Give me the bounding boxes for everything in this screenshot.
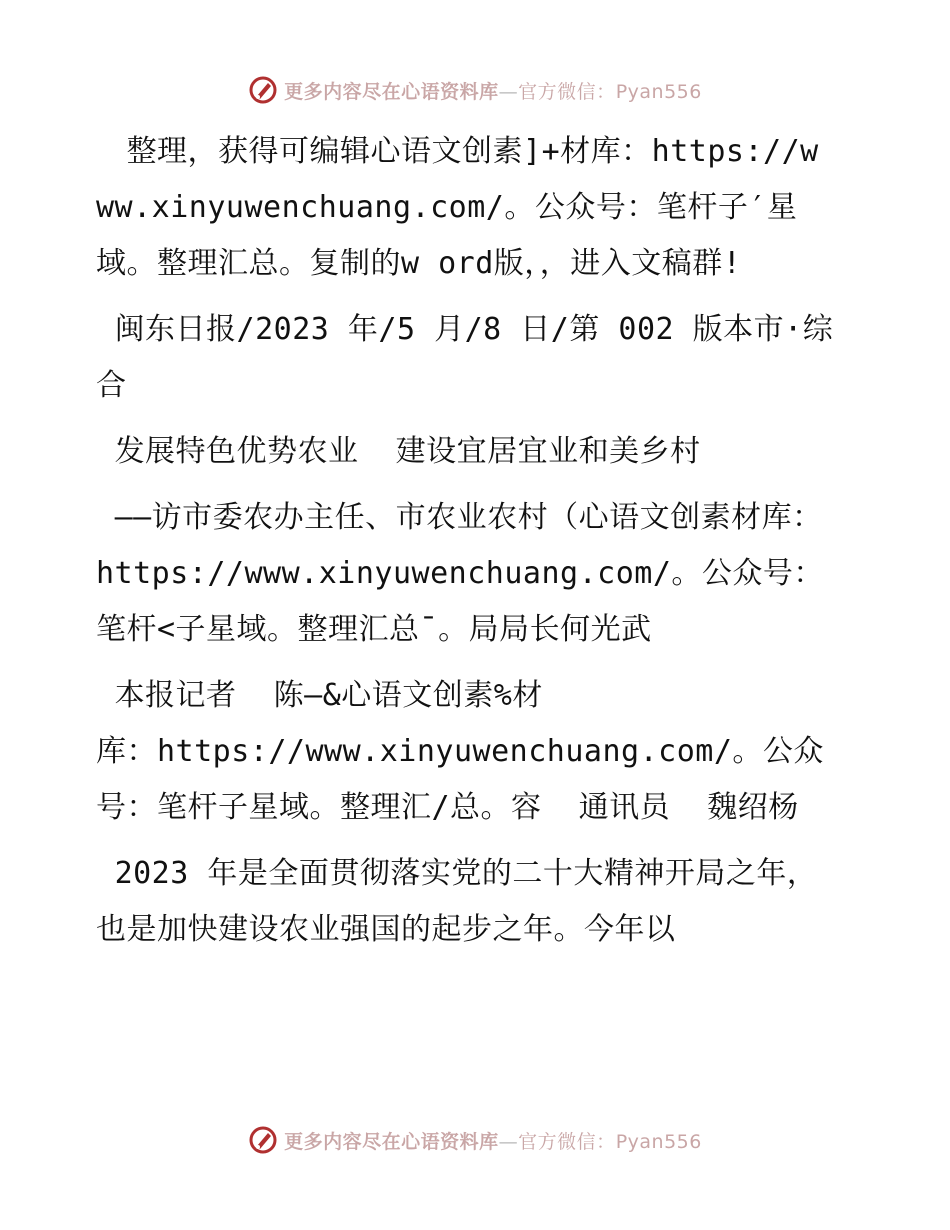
body-paragraph: 2023 年是全面贯彻落实党的二十大精神开局之年，也是加快建设农业强国的起步之年。今年以	[96, 856, 818, 947]
banner-contact-label: 官方微信：	[518, 1130, 616, 1153]
banner-main: 更多内容尽在心语资料库	[284, 80, 499, 103]
intro-paragraph: 整理，获得可编辑心语文创素]+材库：https://www.xinyuwenchuang.com/。公众号：笔杆子′星域。整理汇总。复制的w ord版，，进入文稿群!	[96, 134, 819, 281]
banner-separator: —	[498, 80, 519, 103]
pen-logo-icon	[248, 75, 278, 105]
article-subtitle: ——访市委农办主任、市农业农村（心语文创素材库：https://www.xinyuwenchuang.com/。公众号：笔杆<子星域。整理汇总¯。局局长何光武	[96, 500, 824, 647]
byline: 本报记者 陈—&心语文创素%材 库：https://www.xinyuwenchuang.com/。公众号：笔杆子星域。整理汇/总。容 通讯员 魏绍杨	[96, 678, 824, 825]
banner-contact-id: Pyan556	[615, 1130, 702, 1153]
source-line: 闽东日报/2023 年/5 月/8 日/第 002 版本市·综合	[96, 312, 834, 403]
header-banner	[0, 72, 950, 108]
banner-contact-id: Pyan556	[615, 80, 702, 103]
pen-logo-icon	[248, 1125, 278, 1155]
banner-contact-label: 官方微信：	[518, 80, 616, 103]
banner-text	[284, 1127, 702, 1154]
article-title: 发展特色优势农业 建设宜居宜业和美乡村	[96, 434, 701, 469]
banner-separator: —	[498, 1130, 519, 1153]
document-body	[96, 124, 836, 968]
footer-banner	[0, 1122, 950, 1158]
banner-main: 更多内容尽在心语资料库	[284, 1130, 499, 1153]
banner-text	[284, 77, 702, 104]
